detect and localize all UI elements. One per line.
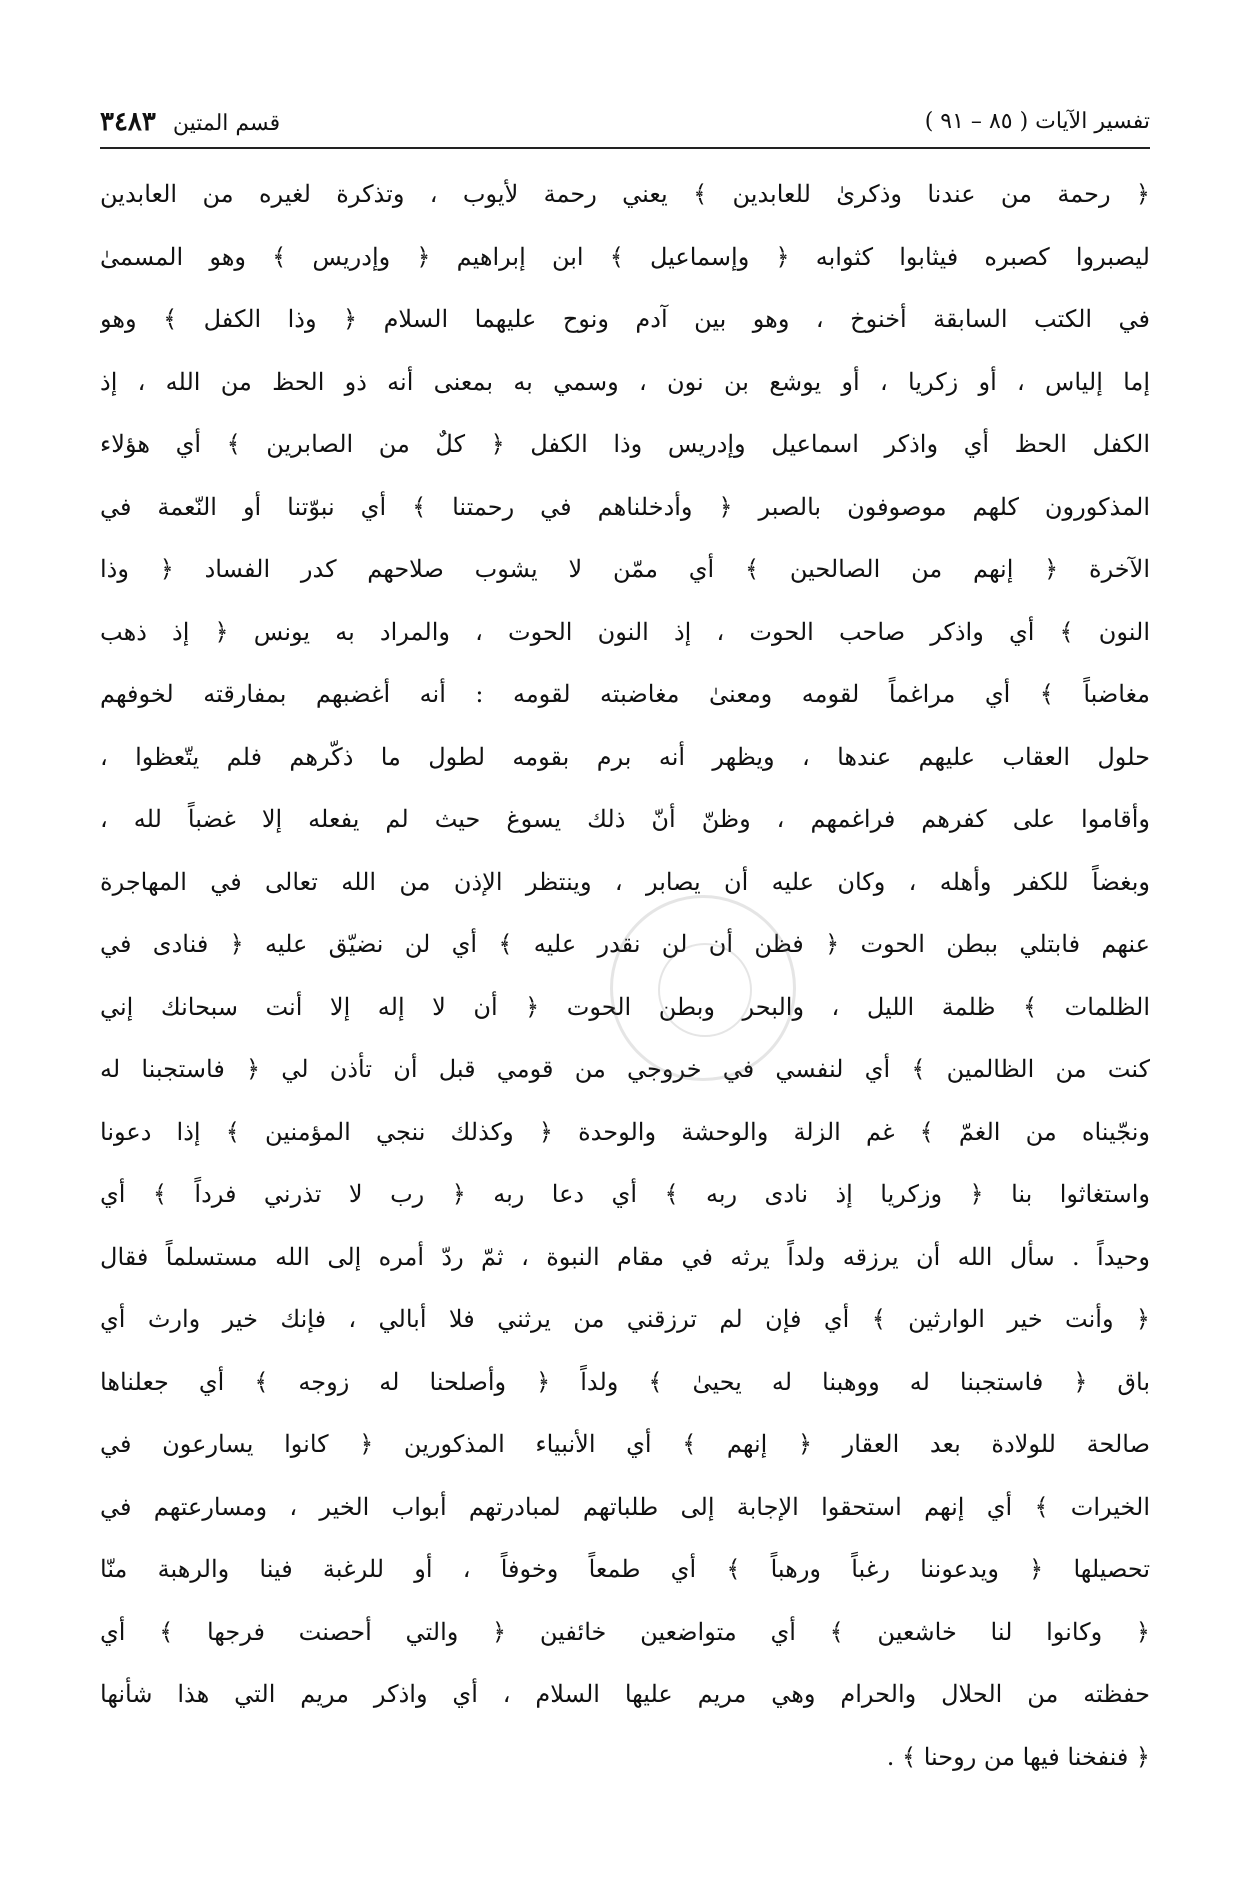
text-line: الكفل الحظ أي واذكر اسماعيل وإدريس وذا الكفل ﴿ كلٌ من الصابرين ﴾ أي هؤلاء — [100, 430, 1150, 458]
text-line: وبغضاً للكفر وأهله ، وكان عليه أن يصابر ، وينتظر الإذن من الله تعالى في المهاجرة — [100, 867, 1150, 896]
stamp-inner-ring — [658, 943, 752, 1037]
text-line: واستغاثوا بنا ﴿ وزكريا إذ نادى ربه ﴾ أي دعا ربه ﴿ رب لا تذرني فرداً ﴾ أي — [100, 1180, 1150, 1208]
text-line: الآخرة ﴿ إنهم من الصالحين ﴾ أي ممّن لا يشوب صلاحهم كدر الفساد ﴿ وذا — [100, 555, 1150, 583]
library-stamp-watermark — [610, 895, 796, 1081]
text-line: حلول العقاب عليهم عندها ، ويظهر أنه برم بقومه لطول ما ذكّرهم فلم يتّعظوا ، — [100, 742, 1150, 771]
text-line: الخيرات ﴾ أي إنهم استحقوا الإجابة إلى طلباتهم لمبادرتهم أبواب الخير ، ومسارعتهم في — [100, 1492, 1150, 1521]
text-line: حفظته من الحلال والحرام وهي مريم عليها السلام ، أي واذكر مريم التي هذا شأنها — [100, 1680, 1150, 1708]
document-page — [100, 95, 1150, 1835]
text-line: النون ﴾ أي واذكر صاحب الحوت ، إذ النون الحوت ، والمراد به يونس ﴿ إذ ذهب — [100, 617, 1150, 646]
text-line: ﴿ وأنت خير الوارثين ﴾ أي فإن لم ترزقني من يرثني فلا أبالي ، فإنك خير وارث أي — [100, 1305, 1150, 1333]
text-line: باق ﴿ فاستجبنا له ووهبنا له يحيىٰ ﴾ ولداً ﴿ وأصلحنا له زوجه ﴾ أي جعلناها — [100, 1367, 1150, 1396]
text-line: ليصبروا كصبره فيثابوا كثوابه ﴿ وإسماعيل ﴾ ابن إبراهيم ﴿ وإدريس ﴾ وهو المسمىٰ — [100, 242, 1150, 271]
text-line: تحصيلها ﴿ ويدعوننا رغباً ورهباً ﴾ أي طمعاً وخوفاً ، أو للرغبة فينا والرهبة منّا — [100, 1555, 1150, 1583]
text-line: ونجّيناه من الغمّ ﴾ غم الزلة والوحشة والوحدة ﴿ وكذلك ننجي المؤمنين ﴾ إذا دعونا — [100, 1117, 1150, 1146]
text-line: وحيداً . سأل الله أن يرزقه ولداً يرثه في مقام النبوة ، ثمّ ردّ أمره إلى الله مستسلماً فقال — [100, 1242, 1150, 1271]
text-line: مغاضباً ﴾ أي مراغماً لقومه ومعنىٰ مغاضبته لقومه : أنه أغضبهم بمفارقته لخوفهم — [100, 680, 1150, 708]
page-number: ٣٤٨٣ — [100, 107, 156, 137]
text-line: ﴿ رحمة من عندنا وذكرىٰ للعابدين ﴾ يعني رحمة لأيوب ، وتذكرة لغيره من العابدين — [100, 180, 1150, 208]
text-line: الظلمات ﴾ ظلمة الليل ، والبحر وبطن الحوت ﴿ أن لا إله إلا أنت سبحانك إني — [100, 992, 1150, 1021]
book-part-title: قسم المتين — [172, 111, 281, 136]
text-line: المذكورون كلهم موصوفون بالصبر ﴿ وأدخلناهم في رحمتنا ﴾ أي نبوّتنا أو النّعمة في — [100, 492, 1150, 521]
text-line: إما إلياس ، أو زكريا ، أو يوشع بن نون ، وسمي به بمعنى أنه ذو الحظ من الله ، إذ — [100, 367, 1150, 396]
text-line: صالحة للولادة بعد العقار ﴿ إنهم ﴾ أي الأنبياء المذكورين ﴿ كانوا يسارعون في — [100, 1430, 1150, 1458]
page-header — [100, 95, 1150, 145]
section-title: تفسير الآيات ( ٨٥ – ٩١ ) — [924, 109, 1150, 134]
text-line: كنت من الظالمين ﴾ أي لنفسي في خروجي من قومي قبل أن تأذن لي ﴿ فاستجبنا له — [100, 1055, 1150, 1083]
header-rule — [100, 147, 1150, 149]
text-line: وأقاموا على كفرهم فراغمهم ، وظنّ أنّ ذلك يسوغ حيث لم يفعله إلا غضباً لله ، — [100, 805, 1150, 833]
text-line: ﴿ وكانوا لنا خاشعين ﴾ أي متواضعين خائفين ﴿ والتي أحصنت فرجها ﴾ أي — [100, 1617, 1150, 1646]
text-line: في الكتب السابقة أخنوخ ، وهو بين آدم ونوح عليهما السلام ﴿ وذا الكفل ﴾ وهو — [100, 305, 1150, 333]
running-title — [100, 107, 280, 137]
text-line: عنهم فابتلي ببطن الحوت ﴿ فظن أن لن نقدر عليه ﴾ أي لن نضيّق عليه ﴿ فنادى في — [100, 930, 1150, 958]
text-line-last: ﴿ فنفخنا فيها من روحنا ﴾ . — [886, 1742, 1150, 1771]
